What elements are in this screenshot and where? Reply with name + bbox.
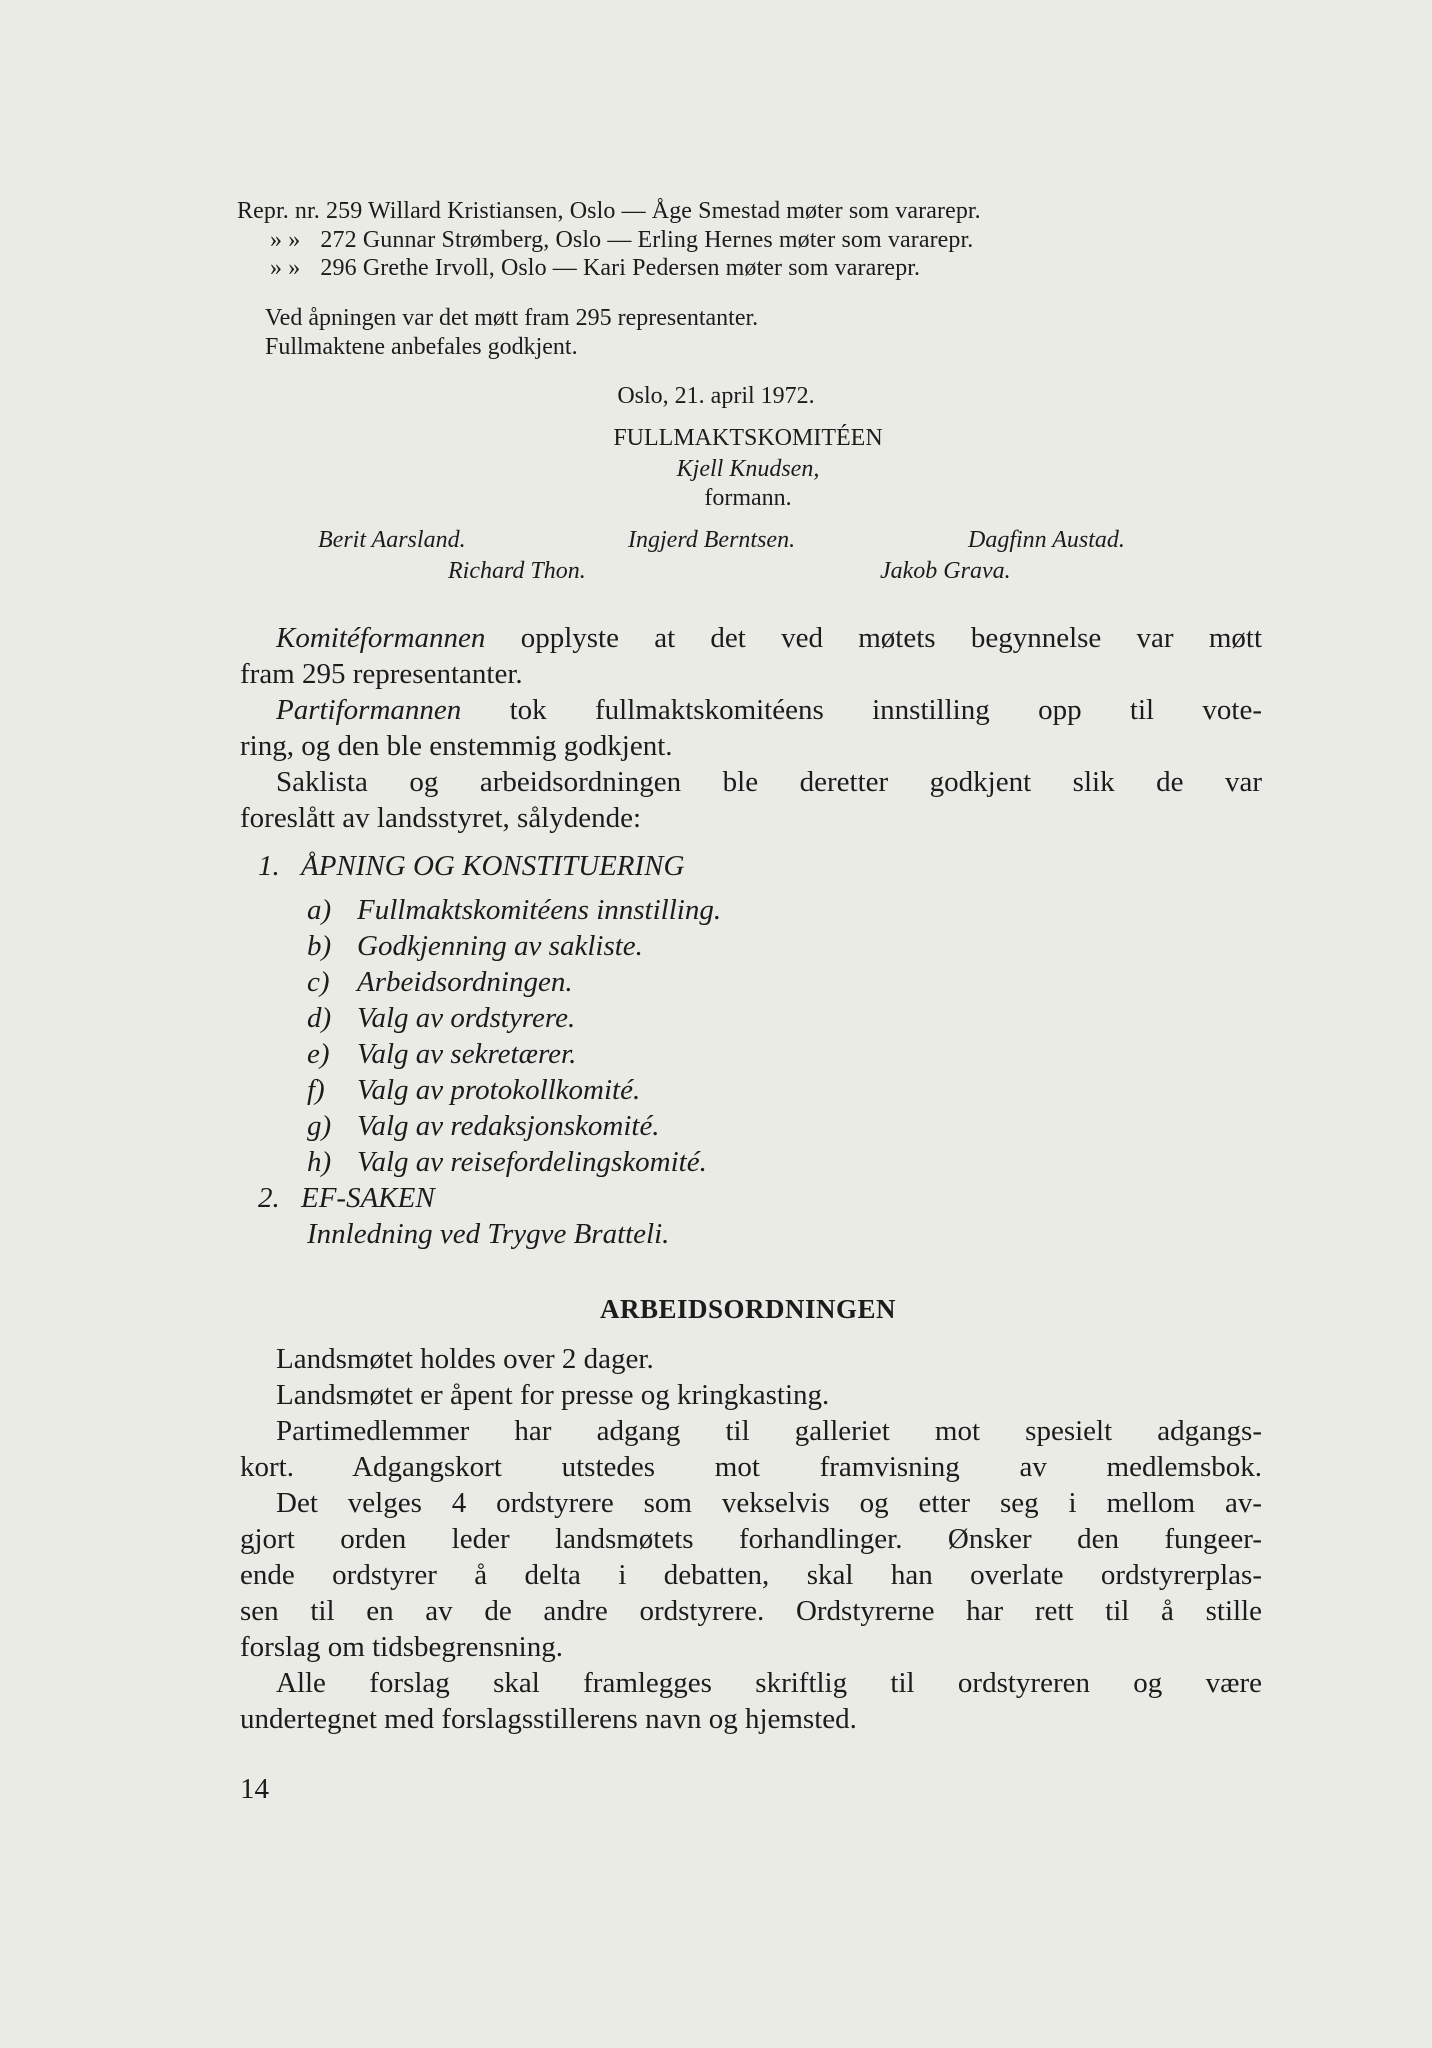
repr-prefix: » » <box>270 255 301 281</box>
page-number: 14 <box>240 1773 269 1805</box>
para-2-text: tok fullmaktskomitéens innstilling opp til vote- <box>509 694 1263 726</box>
agenda-subitem-c <box>307 966 573 999</box>
member-2: Ingjerd Berntsen. <box>628 527 796 553</box>
agenda-subitem-e <box>307 1038 576 1071</box>
rule-3-line-1: Partimedlemmer har adgang til galleriet mot spesielt adgangs- <box>276 1415 1262 1447</box>
agenda-item-2 <box>258 1182 435 1215</box>
subitem-letter: d) <box>307 1002 332 1034</box>
repr-text: 296 Grethe Irvoll, Oslo — Kari Pedersen møter som vararepr. <box>320 255 921 281</box>
rule-4-line-4: sen til en av de andre ordstyrere. Ordstyrerne har rett til å stille <box>240 1595 1262 1627</box>
repr-line-2 <box>270 227 973 254</box>
subitem-letter: a) <box>307 894 332 926</box>
chair-name: Kjell Knudsen, <box>676 456 820 482</box>
para-1-line-1 <box>276 622 1262 655</box>
member-5: Jakob Grava. <box>880 558 1011 584</box>
rule-5-line-1: Alle forslag skal framlegges skriftlig til ordstyreren og være <box>276 1667 1262 1699</box>
repr-line-1 <box>237 198 981 225</box>
para-2-speaker: Partiformannen <box>276 694 462 726</box>
agenda-item-2-sub: Innledning ved Trygve Bratteli. <box>307 1218 670 1250</box>
subitem-text: Valg av protokollkomité. <box>357 1074 641 1106</box>
agenda-item-1-title: ÅPNING OG KONSTITUERING <box>301 850 685 882</box>
rule-4-line-2: gjort orden leder landsmøtets forhandlinger. Ønsker den fungeer- <box>240 1523 1262 1555</box>
subitem-letter: f) <box>307 1074 325 1106</box>
repr-prefix: Repr. nr. <box>237 198 320 224</box>
subitem-text: Valg av reisefordelingskomité. <box>357 1146 707 1178</box>
rule-3-line-2: kort. Adgangskort utstedes mot framvisning av medlemsbok. <box>240 1451 1262 1483</box>
repr-text: 272 Gunnar Strømberg, Oslo — Erling Hernes møter som vararepr. <box>320 227 974 253</box>
agenda-item-2-number: 2. <box>258 1182 280 1214</box>
agenda-subitem-f <box>307 1074 640 1107</box>
agenda-subitem-b <box>307 930 643 963</box>
place-date: Oslo, 21. april 1972. <box>617 383 815 409</box>
agenda-subitem-h <box>307 1146 707 1179</box>
rule-4-line-1: Det velges 4 ordstyrere som vekselvis og etter seg i mellom av- <box>276 1487 1262 1519</box>
para-1-text: opplyste at det ved møtets begynnelse var møtt <box>520 622 1262 654</box>
repr-prefix: » » <box>270 227 301 253</box>
subitem-text: Arbeidsordningen. <box>357 966 573 998</box>
committee-name: FULLMAKTSKOMITÉEN <box>613 425 883 451</box>
subitem-text: Valg av sekretærer. <box>357 1038 577 1070</box>
member-3: Dagfinn Austad. <box>968 527 1125 553</box>
report-line-1: Ved åpningen var det møtt fram 295 representanter. <box>265 305 759 331</box>
subitem-text: Godkjenning av sakliste. <box>357 930 643 962</box>
para-1-line-2: fram 295 representanter. <box>240 658 523 690</box>
subitem-letter: e) <box>307 1038 330 1070</box>
section-heading: ARBEIDSORDNINGEN <box>599 1294 897 1324</box>
para-3-line-2: foreslått av landsstyret, sålydende: <box>240 802 642 834</box>
repr-text: 259 Willard Kristiansen, Oslo — Åge Smestad møter som vararepr. <box>326 198 981 224</box>
rule-4-line-5: forslag om tidsbegrensning. <box>240 1631 563 1663</box>
subitem-text: Valg av ordstyrere. <box>357 1002 576 1034</box>
agenda-item-1-number: 1. <box>258 850 280 882</box>
agenda-subitem-a <box>307 894 721 927</box>
agenda-subitem-g <box>307 1110 660 1143</box>
report-line-2: Fullmaktene anbefales godkjent. <box>265 334 578 360</box>
subitem-text: Valg av redaksjonskomité. <box>357 1110 660 1142</box>
rule-2: Landsmøtet er åpent for presse og kringkasting. <box>276 1379 830 1411</box>
rule-1: Landsmøtet holdes over 2 dager. <box>276 1343 654 1375</box>
para-2-line-1 <box>276 694 1262 727</box>
repr-line-3 <box>270 255 920 282</box>
member-4: Richard Thon. <box>448 558 586 584</box>
rule-4-line-3: ende ordstyrer å delta i debatten, skal han overlate ordstyrerplas- <box>240 1559 1262 1591</box>
para-3-line-1: Saklista og arbeidsordningen ble deretter godkjent slik de var <box>276 766 1262 798</box>
subitem-letter: h) <box>307 1146 332 1178</box>
subitem-letter: b) <box>307 930 332 962</box>
agenda-item-1 <box>258 850 684 883</box>
agenda-subitem-d <box>307 1002 575 1035</box>
chair-title: formann. <box>704 485 792 511</box>
subitem-text: Fullmaktskomitéens innstilling. <box>357 894 722 926</box>
agenda-item-2-title: EF-SAKEN <box>301 1182 435 1214</box>
subitem-letter: g) <box>307 1110 332 1142</box>
para-2-line-2: ring, og den ble enstemmig godkjent. <box>240 730 673 762</box>
para-1-speaker: Komitéformannen <box>276 622 486 654</box>
rule-5-line-2: undertegnet med forslagsstillerens navn og hjemsted. <box>240 1703 857 1735</box>
member-1: Berit Aarsland. <box>318 527 466 553</box>
subitem-letter: c) <box>307 966 330 998</box>
